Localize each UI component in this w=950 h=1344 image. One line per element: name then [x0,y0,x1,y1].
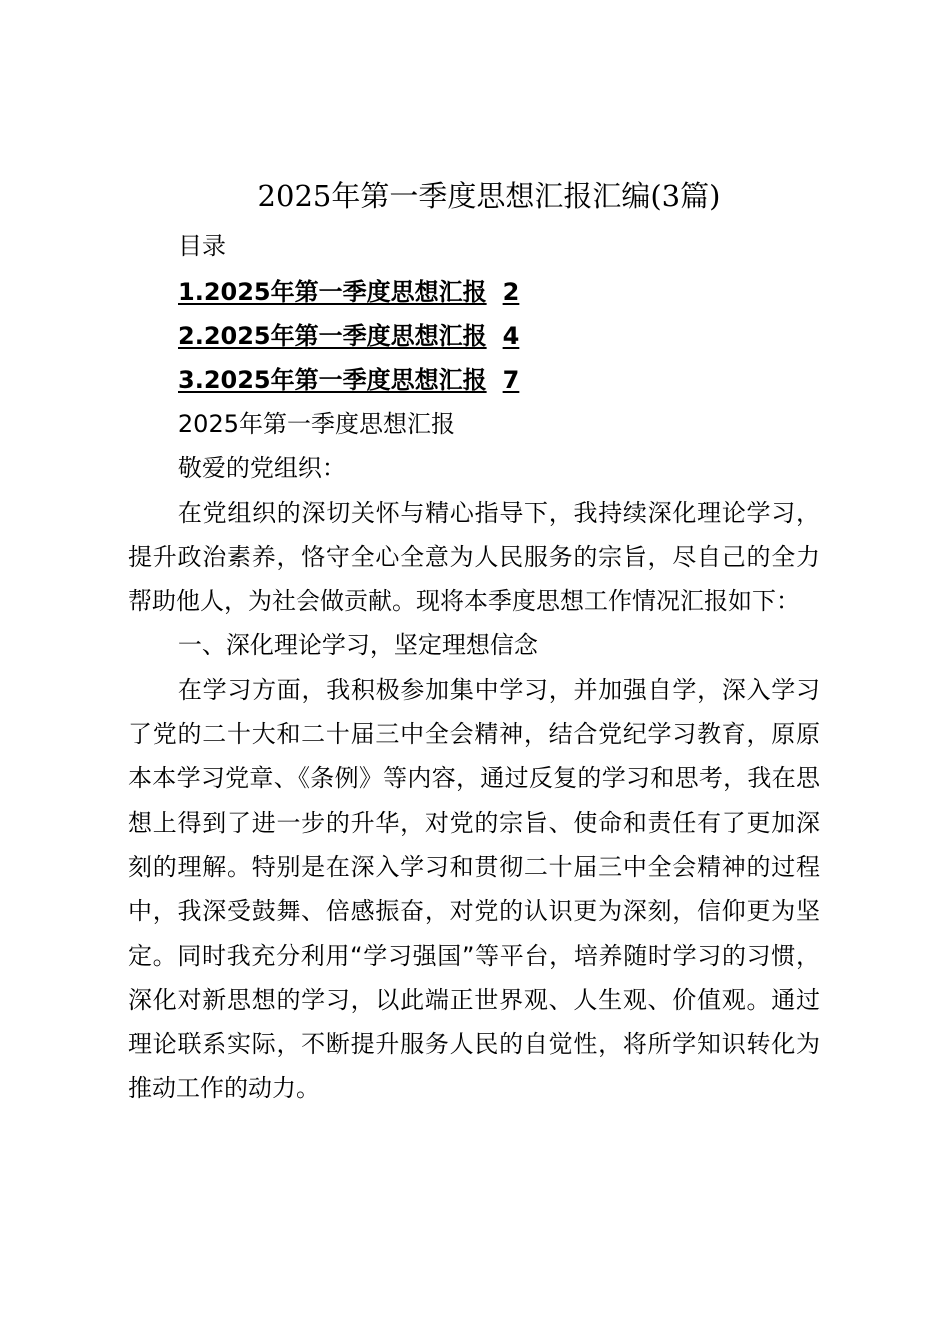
toc-heading: 目录 [178,232,226,260]
document-body [128,402,820,1111]
intro-paragraph: 在党组织的深切关怀与精心指导下，我持续深化理论学习，提升政治素养，恪守全心全意为人民服务的宗旨，尽自己的全力帮助他人，为社会做贡献。现将本季度思想工作情况汇报如下： [128,498,820,616]
toc-link-label: 3.2025年第一季度思想汇报 [178,366,487,394]
toc-link-2[interactable] [178,314,519,358]
body-paragraph: 在学习方面，我积极参加集中学习，并加强自学，深入学习了党的二十大和二十届三中全会精神，结合党纪学习教育，原原本本学习党章、《条例》等内容，通过反复的学习和思考，我在思想上得到了进一步的升华，对党的宗旨、使命和责任有了更加深刻的理解。特别是在深入学习和贯彻二十届三中全会精神的过程中，我深受鼓舞、倍感振奋，对党的认识更为深刻，信仰更为坚定。同时我充分利用“学习强国”等平台，培养随时学习的习惯，深化对新思想的学习，以此端正世界观、人生观、价值观。通过理论联系实际，不断提升服务人民的自觉性，将所学知识转化为推动工作的动力。 [128,675,820,1103]
salutation: 敬爱的党组织： [177,454,346,483]
section-heading: 一、深化理论学习，坚定理想信念 [177,631,538,660]
section-title: 2025年第一季度思想汇报 [177,410,455,438]
toc-page-number: 4 [502,322,520,350]
toc-page-number: 7 [502,366,520,394]
toc-link-label: 1.2025年第一季度思想汇报 [178,278,487,306]
toc-link-3[interactable] [178,358,519,402]
toc-link-1[interactable] [178,270,519,314]
toc-page-number: 2 [502,278,520,306]
toc-link-label: 2.2025年第一季度思想汇报 [178,322,487,350]
document-title: 2025年第一季度思想汇报汇编(3篇) [257,179,721,213]
table-of-contents [178,270,519,402]
